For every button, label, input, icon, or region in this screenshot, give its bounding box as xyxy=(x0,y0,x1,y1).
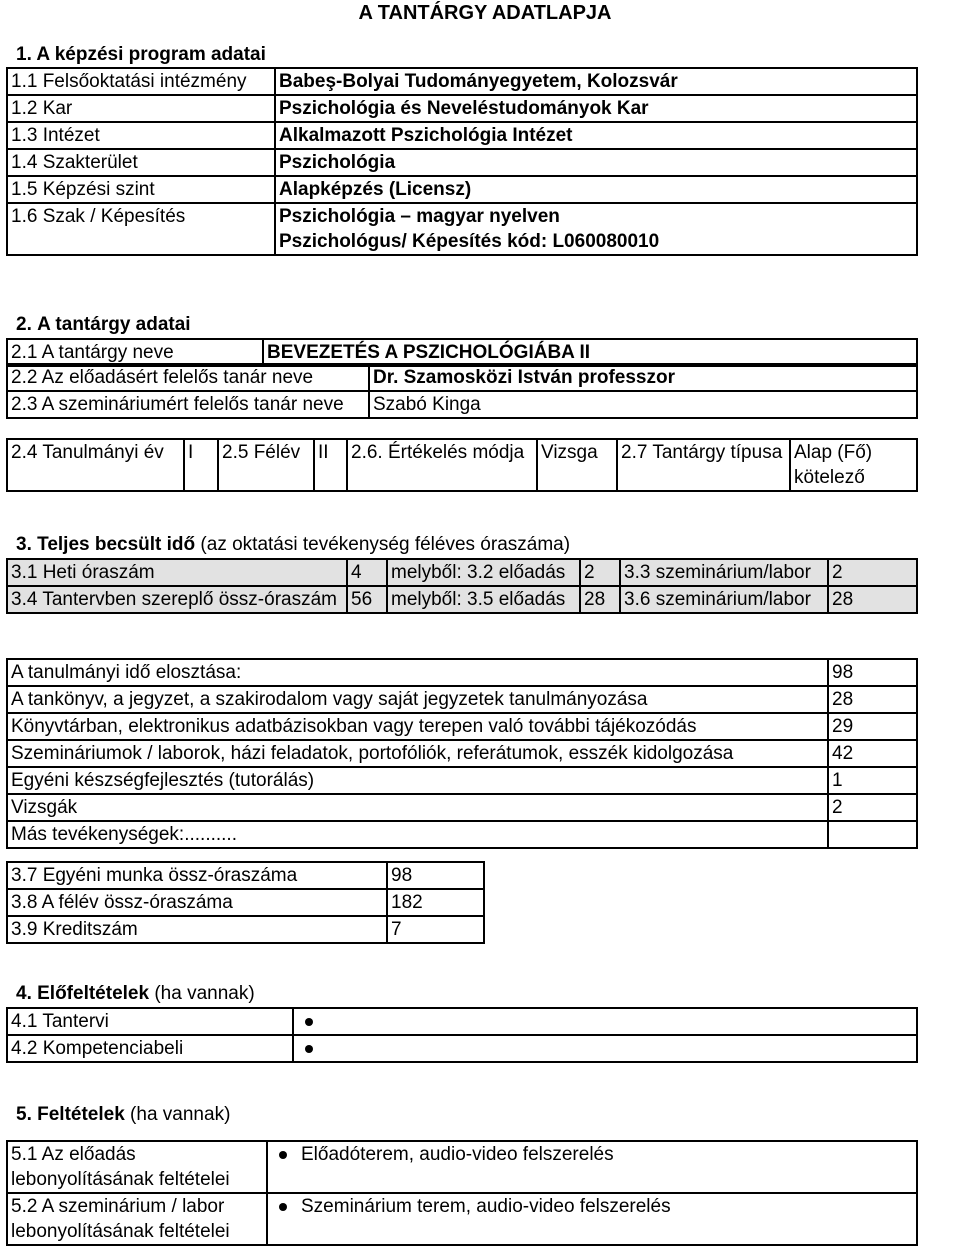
section-3-subtitle: (az oktatási tevékenység féléves óraszáma) xyxy=(195,534,571,555)
row-value xyxy=(275,203,917,255)
weekly-lecture-label: melyből: 3.2 előadás xyxy=(387,559,580,586)
table-row xyxy=(7,821,917,848)
distribution-value: 29 xyxy=(828,713,917,740)
condition-label: 5.1 Az előadás lebonyolításának feltételei xyxy=(7,1141,267,1193)
table-row xyxy=(7,659,917,686)
table-row xyxy=(7,713,917,740)
seminar-lecturer-value: Szabó Kinga xyxy=(369,391,917,418)
semester-label: 2.5 Félév xyxy=(218,439,314,491)
program-data-table xyxy=(6,67,918,256)
table-row xyxy=(7,1008,917,1035)
section-5-subtitle: (ha vannak) xyxy=(124,1104,231,1125)
totals-label: 3.7 Egyéni munka össz-óraszáma xyxy=(7,862,387,889)
table-row xyxy=(7,149,917,176)
table-row xyxy=(7,1141,917,1193)
distribution-label: A tankönyv, a jegyzet, a szakirodalom vagy saját jegyzetek tanulmányozása xyxy=(7,686,828,713)
lecturer-label: 2.2 Az előadásért felelős tanár neve xyxy=(7,364,369,391)
distribution-label: A tanulmányi idő elosztása: xyxy=(7,659,828,686)
time-distribution-table xyxy=(6,658,918,849)
subject-type-value: Alap (Fő) kötelező xyxy=(790,439,917,491)
total-hours-value: 56 xyxy=(347,586,387,613)
evaluation-value: Vizsga xyxy=(537,439,617,491)
table-row xyxy=(7,586,917,613)
table-row xyxy=(7,439,917,491)
table-row xyxy=(7,889,484,916)
table-row xyxy=(7,203,917,255)
distribution-value xyxy=(828,821,917,848)
lecturer-table xyxy=(6,363,918,419)
weekly-hours-label: 3.1 Heti óraszám xyxy=(7,559,347,586)
section-4-subtitle: (ha vannak) xyxy=(149,983,255,1004)
totals-value: 182 xyxy=(387,889,484,916)
page-title: A TANTÁRGY ADATLAPJA xyxy=(358,2,612,24)
condition-value xyxy=(267,1193,917,1245)
table-row xyxy=(7,122,917,149)
row-label: 1.2 Kar xyxy=(7,95,275,122)
section-5-heading xyxy=(16,1104,230,1126)
condition-value xyxy=(267,1141,917,1193)
total-lecture-label: melyből: 3.5 előadás xyxy=(387,586,580,613)
row-label: 1.5 Képzési szint xyxy=(7,176,275,203)
distribution-label: Más tevékenységek:.......... xyxy=(7,821,828,848)
distribution-label: Vizsgák xyxy=(7,794,828,821)
table-row xyxy=(7,95,917,122)
distribution-value: 42 xyxy=(828,740,917,767)
table-row xyxy=(7,1035,917,1062)
table-row xyxy=(7,559,917,586)
study-year-value: I xyxy=(184,439,218,491)
weekly-hours-value: 4 xyxy=(347,559,387,586)
table-row xyxy=(7,1193,917,1245)
totals-table xyxy=(6,861,485,944)
condition-text: Előadóterem, audio-video felszerelés xyxy=(301,1144,614,1165)
row-value: Pszichológia és Neveléstudományok Kar xyxy=(275,95,917,122)
row-label: 1.6 Szak / Képesítés xyxy=(7,203,275,255)
bullet-icon xyxy=(305,1018,313,1026)
table-row xyxy=(7,686,917,713)
condition-text: Szeminárium terem, audio-video felszerelés xyxy=(301,1196,671,1217)
totals-value: 7 xyxy=(387,916,484,943)
total-hours-label: 3.4 Tantervben szereplő össz-óraszám xyxy=(7,586,347,613)
section-2-number: 2. xyxy=(16,314,32,335)
distribution-label: Egyéni készségfejlesztés (tutorálás) xyxy=(7,767,828,794)
table-row xyxy=(7,364,917,391)
section-4-heading xyxy=(16,983,255,1005)
totals-label: 3.9 Kreditszám xyxy=(7,916,387,943)
weekly-seminar-label: 3.3 szeminárium/labor xyxy=(620,559,828,586)
prerequisite-label: 4.1 Tantervi xyxy=(7,1008,293,1035)
row-value: Babeş-Bolyai Tudományegyetem, Kolozsvár xyxy=(275,68,917,95)
section-2-title: A tantárgy adatai xyxy=(37,314,191,335)
prerequisite-label: 4.2 Kompetenciabeli xyxy=(7,1035,293,1062)
conditions-table xyxy=(6,1140,918,1246)
subject-name-label: 2.1 A tantárgy neve xyxy=(7,339,263,366)
table-row xyxy=(7,862,484,889)
bullet-icon xyxy=(279,1151,287,1159)
table-row xyxy=(7,740,917,767)
subject-type-label: 2.7 Tantárgy típusa xyxy=(617,439,790,491)
weekly-seminar-value: 2 xyxy=(828,559,917,586)
distribution-label: Könyvtárban, elektronikus adatbázisokban vagy terepen való további tájékozódás xyxy=(7,713,828,740)
distribution-value: 1 xyxy=(828,767,917,794)
section-3-title: 3. Teljes becsült idő xyxy=(16,534,196,555)
semester-value: II xyxy=(314,439,347,491)
distribution-value: 28 xyxy=(828,686,917,713)
section-4-title: 4. Előfeltételek xyxy=(16,983,150,1004)
prerequisites-table xyxy=(6,1007,918,1063)
weekly-lecture-value: 2 xyxy=(580,559,620,586)
bullet-icon xyxy=(305,1045,313,1053)
total-lecture-value: 28 xyxy=(580,586,620,613)
table-row xyxy=(7,767,917,794)
section-3-heading xyxy=(16,534,570,556)
prerequisite-value xyxy=(293,1035,917,1062)
seminar-lecturer-label: 2.3 A szemináriumért felelős tanár neve xyxy=(7,391,369,418)
totals-value: 98 xyxy=(387,862,484,889)
section-2-heading xyxy=(16,314,191,336)
row-label: 1.3 Intézet xyxy=(7,122,275,149)
total-seminar-label: 3.6 szeminárium/labor xyxy=(620,586,828,613)
row-label: 1.1 Felsőoktatási intézmény xyxy=(7,68,275,95)
row-label: 1.4 Szakterület xyxy=(7,149,275,176)
major-value: Pszichológia – magyar nyelven xyxy=(279,206,560,227)
qualification-value: Pszichológus/ Képesítés kód: L060080010 xyxy=(279,231,660,252)
section-1-heading: 1. A képzési program adatai xyxy=(16,44,266,65)
subject-name-value: BEVEZETÉS A PSZICHOLÓGIÁBA II xyxy=(263,339,917,366)
table-row xyxy=(7,916,484,943)
table-row xyxy=(7,176,917,203)
hours-table xyxy=(6,558,918,614)
row-value: Alapképzés (Licensz) xyxy=(275,176,917,203)
row-value: Pszichológia xyxy=(275,149,917,176)
totals-label: 3.8 A félév össz-óraszáma xyxy=(7,889,387,916)
prerequisite-value xyxy=(293,1008,917,1035)
distribution-label: Szemináriumok / laborok, házi feladatok, portofóliók, referátumok, esszék kidolgozása xyxy=(7,740,828,767)
lecturer-value: Dr. Szamosközi István professzor xyxy=(369,364,917,391)
distribution-value: 98 xyxy=(828,659,917,686)
subject-meta-table xyxy=(6,438,918,492)
row-value: Alkalmazott Pszichológia Intézet xyxy=(275,122,917,149)
bullet-icon xyxy=(279,1203,287,1211)
table-row xyxy=(7,794,917,821)
table-row xyxy=(7,68,917,95)
condition-label: 5.2 A szeminárium / labor lebonyolításának feltételei xyxy=(7,1193,267,1245)
table-row xyxy=(7,339,917,366)
total-seminar-value: 28 xyxy=(828,586,917,613)
section-5-title: 5. Feltételek xyxy=(16,1104,125,1125)
distribution-value: 2 xyxy=(828,794,917,821)
evaluation-label: 2.6. Értékelés módja xyxy=(347,439,537,491)
table-row xyxy=(7,391,917,418)
study-year-label: 2.4 Tanulmányi év xyxy=(7,439,184,491)
